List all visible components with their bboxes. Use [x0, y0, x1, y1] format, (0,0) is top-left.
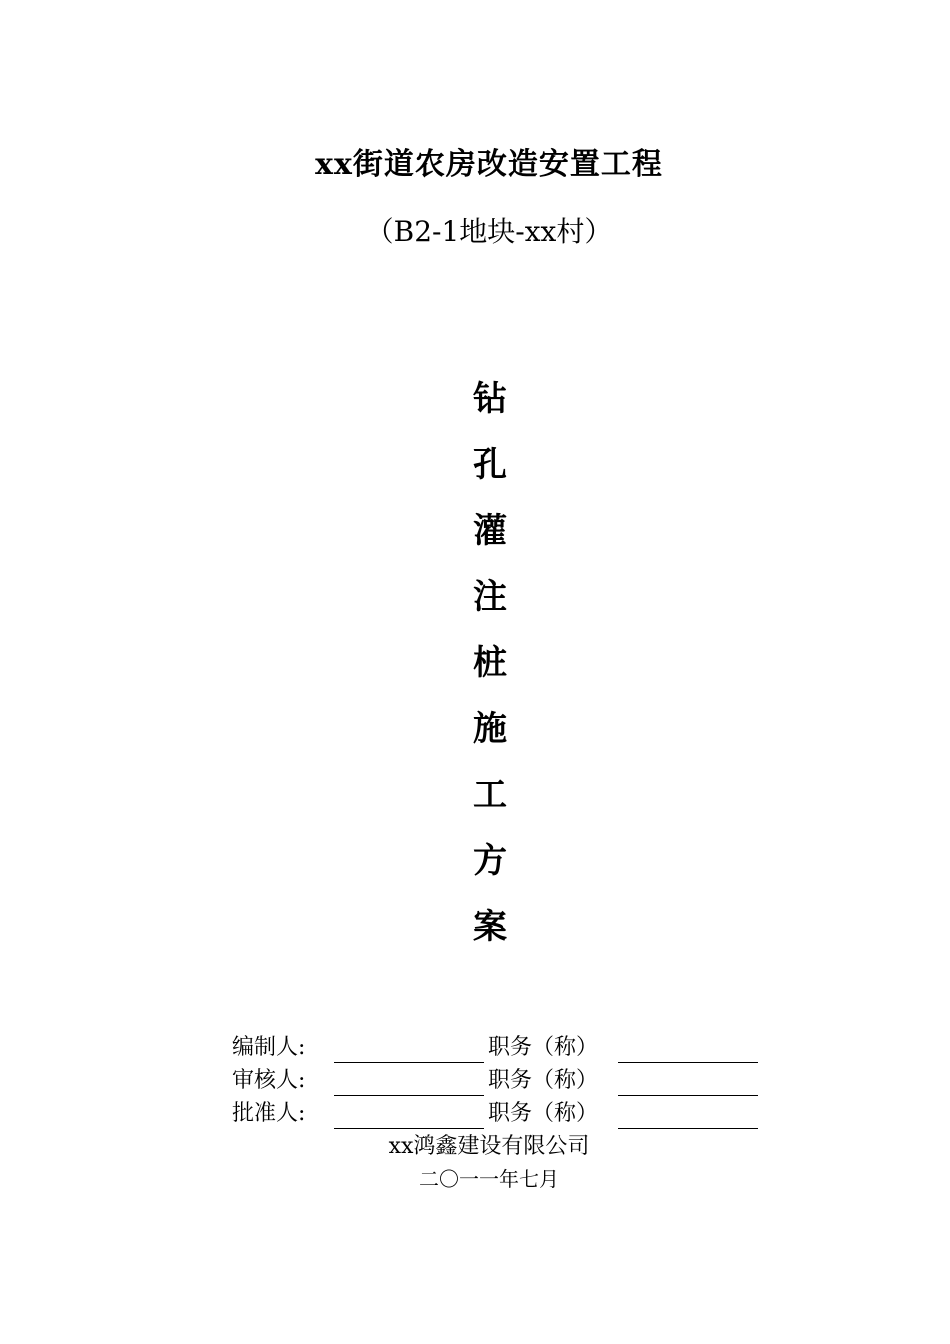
- signoff-row-compiler: [232, 1030, 758, 1063]
- position-label: 职务（称）: [488, 1035, 599, 1060]
- document-title-char: 施: [473, 709, 507, 749]
- signoff-label: 审核人:: [232, 1068, 306, 1093]
- document-title-char: 孔: [473, 445, 507, 485]
- document-title-char: 桩: [473, 643, 507, 683]
- document-title-char: 案: [473, 907, 507, 947]
- signature-line: [334, 1104, 484, 1129]
- signoff-row-approver: [232, 1096, 758, 1129]
- document-date: 二〇一一年七月: [419, 1167, 559, 1191]
- document-title-char: 工: [473, 775, 507, 815]
- position-label: 职务（称）: [488, 1068, 599, 1093]
- document-title-char: 灌: [473, 511, 507, 551]
- position-line: [618, 1071, 758, 1096]
- document-title-vertical: [460, 377, 520, 971]
- signoff-table: [232, 1030, 758, 1129]
- position-line: [618, 1038, 758, 1063]
- position-line: [618, 1104, 758, 1129]
- document-title-char: 注: [473, 577, 507, 617]
- signoff-label: 批准人:: [232, 1101, 306, 1126]
- project-subtitle: （B2-1地块-xx村）: [365, 215, 613, 248]
- signature-line: [334, 1071, 484, 1096]
- signoff-row-reviewer: [232, 1063, 758, 1096]
- company-name: xx鸿鑫建设有限公司: [388, 1134, 590, 1159]
- signoff-label: 编制人:: [232, 1035, 306, 1060]
- project-title: xx街道农房改造安置工程: [315, 147, 663, 182]
- signature-line: [334, 1038, 484, 1063]
- document-title-char: 钻: [473, 379, 507, 419]
- position-label: 职务（称）: [488, 1101, 599, 1126]
- document-title-char: 方: [473, 841, 507, 881]
